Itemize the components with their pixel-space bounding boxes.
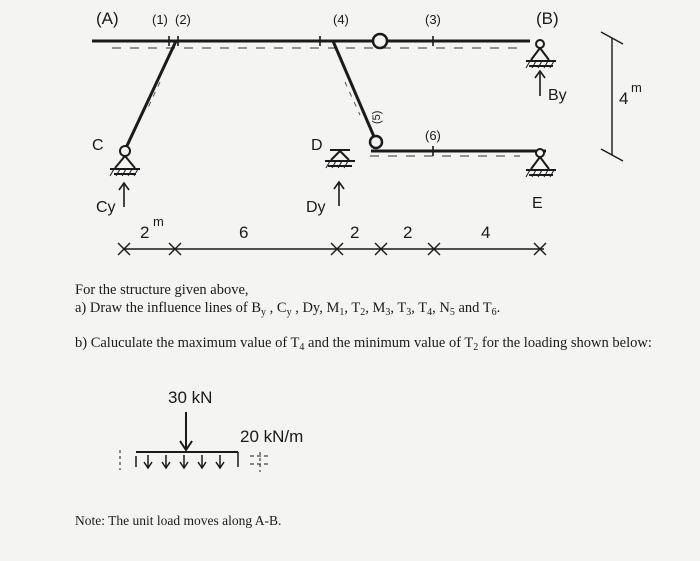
- label-by: By: [548, 87, 567, 104]
- question-b: b) Caluculate the maximum value of $T_4$ and the minimum value of $T_2$ for the loading shown below:: [75, 335, 652, 353]
- span-dimension: [118, 243, 546, 255]
- dim-2m-unit: m: [153, 214, 164, 229]
- dim-4m-unit: m: [631, 80, 642, 95]
- dim-2m: 2: [140, 223, 150, 242]
- intro-text: For the structure given above,: [75, 282, 249, 298]
- dim-6: 6: [239, 223, 249, 242]
- label-member-5: (5): [371, 110, 383, 124]
- link-member-5: [333, 41, 375, 139]
- note-text: Note: The unit load moves along A-B.: [75, 513, 282, 528]
- label-d: D: [311, 137, 323, 154]
- label-member-6: (6): [425, 128, 441, 143]
- internal-hinge: [373, 34, 387, 48]
- support-b: [526, 40, 556, 68]
- label-dy: Dy: [306, 199, 326, 216]
- point-load-label: 30 kN: [168, 388, 213, 407]
- label-member-1: (1): [152, 12, 168, 27]
- label-member-2: (2): [175, 12, 191, 27]
- section-ticks: [169, 36, 433, 156]
- label-c: C: [92, 137, 104, 154]
- label-a: (A): [96, 9, 119, 28]
- dim-2-first: 2: [350, 223, 360, 242]
- dim-4m: 4: [619, 89, 629, 108]
- link-hinge: [370, 136, 382, 148]
- dim-2-second: 2: [403, 223, 413, 242]
- dim-4: 4: [481, 223, 491, 242]
- label-member-3: (3): [425, 12, 441, 27]
- label-cy: Cy: [96, 199, 116, 216]
- question-a: a) Draw the influence lines of $B_y$ , $C_y$ , Dy, $M_1$, $T_2$, $M_3$, $T_3$, $T_4$, $N_5$ and $T_6$.: [75, 300, 501, 318]
- support-d: [325, 150, 355, 168]
- label-member-4: (4): [333, 12, 349, 27]
- support-c: [110, 146, 140, 176]
- label-e: E: [532, 195, 543, 212]
- inclined-member-c: [125, 41, 176, 150]
- reaction-arrows: [119, 71, 545, 207]
- support-e: [526, 149, 556, 177]
- distributed-load-label: 20 kN/m: [240, 427, 304, 446]
- udl-arrows: [144, 455, 224, 468]
- label-b: (B): [536, 9, 559, 28]
